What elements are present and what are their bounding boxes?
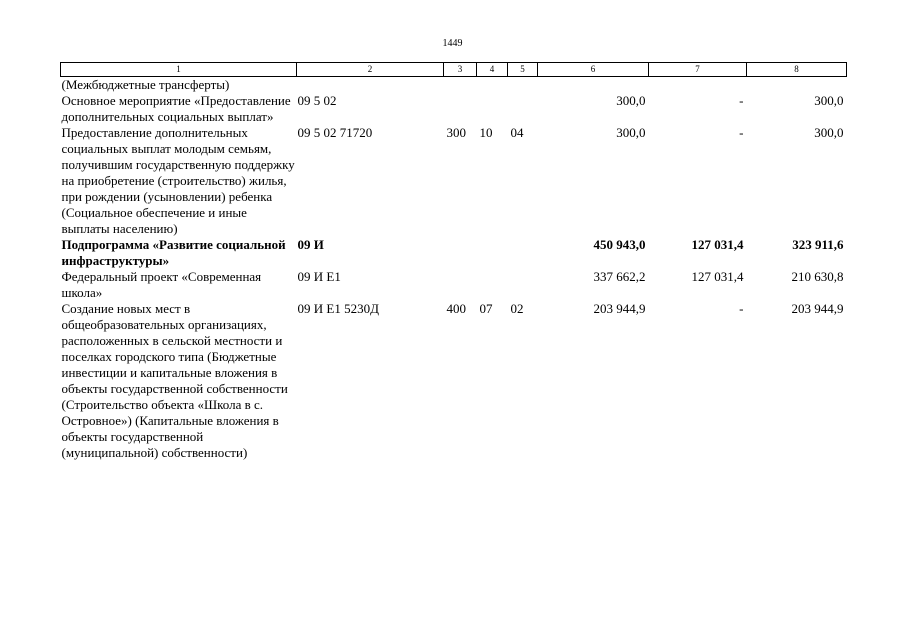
row-code: 09 И	[297, 237, 324, 252]
row-col-8: 300,0	[814, 93, 844, 108]
table-row	[61, 269, 847, 301]
header-col-4: 4	[477, 63, 508, 77]
row-col-4: 07	[479, 301, 493, 316]
row-col-6: 337 662,2	[593, 269, 646, 284]
row-col-8: 323 911,6	[792, 237, 844, 252]
row-col-4	[477, 237, 508, 269]
header-row	[61, 63, 847, 77]
table-row	[61, 301, 847, 461]
row-col-6: 450 943,0	[593, 237, 646, 252]
row-col-5: 02	[510, 301, 524, 316]
row-col-3	[444, 77, 477, 94]
page-number: 1449	[442, 38, 463, 49]
header-col-7: 7	[649, 63, 747, 77]
row-col-5	[508, 237, 538, 269]
row-col-3	[444, 237, 477, 269]
row-col-4	[477, 93, 508, 125]
row-col-8: 210 630,8	[791, 269, 844, 284]
row-name: Федеральный проект «Современная школа»	[61, 269, 262, 300]
row-col-4	[477, 269, 508, 301]
row-col-5	[508, 77, 538, 94]
row-code	[297, 77, 444, 94]
row-col-3: 400	[446, 301, 466, 316]
table-header	[61, 63, 847, 77]
row-code: 09 И Е1	[297, 269, 341, 284]
row-col-4: 10	[479, 125, 493, 140]
budget-table	[60, 62, 847, 461]
row-col-4	[477, 77, 508, 94]
header-col-3: 3	[444, 63, 477, 77]
row-col-3	[444, 269, 477, 301]
table-body	[61, 77, 847, 462]
row-col-7: 127 031,4	[691, 269, 744, 284]
row-col-5	[508, 269, 538, 301]
row-name: (Межбюджетные трансферты)	[61, 77, 230, 92]
header-col-2: 2	[297, 63, 444, 77]
row-name: Создание новых мест в общеобразовательных организациях, расположенных в сельской местности и поселках городского типа (Бюджетные инвестиции и капитальные вложения в объекты государственной собственности (Строительство объекта «Школа в с. Островное») (Капитальные вложения в объекты государственной (муниципальной) собственности)	[61, 301, 288, 460]
row-col-7: 127 031,4	[691, 237, 744, 252]
row-code: 09 И Е1 5230Д	[297, 301, 379, 316]
row-col-6: 300,0	[616, 93, 646, 108]
row-name: Предоставление дополнительных социальных выплат молодым семьям, получившим государственную поддержку на приобретение (строительство) жилья, при рождении (усыновлении) ребенка (Социальное обеспечение и иные выплаты населению)	[61, 125, 295, 236]
row-col-6: 203 944,9	[593, 301, 646, 316]
table-row	[61, 237, 847, 269]
row-col-3: 300	[446, 125, 466, 140]
row-name: Подпрограмма «Развитие социальной инфраструктуры»	[61, 237, 286, 268]
row-col-5: 04	[510, 125, 524, 140]
row-col-7: -	[739, 125, 744, 140]
row-col-6: 300,0	[616, 125, 646, 140]
table-row	[61, 125, 847, 237]
row-col-5	[508, 93, 538, 125]
row-col-3	[444, 93, 477, 125]
row-col-8: 203 944,9	[791, 301, 844, 316]
row-col-7	[649, 77, 747, 94]
row-col-8	[747, 77, 847, 94]
header-col-5: 5	[508, 63, 538, 77]
header-col-8: 8	[747, 63, 847, 77]
row-col-6	[538, 77, 649, 94]
header-col-1: 1	[61, 63, 297, 77]
row-col-8: 300,0	[814, 125, 844, 140]
row-col-7: -	[739, 301, 744, 316]
table-row	[61, 93, 847, 125]
row-code: 09 5 02 71720	[297, 125, 373, 140]
row-name: Основное мероприятие «Предоставление дополнительных социальных выплат»	[61, 93, 291, 124]
header-col-6: 6	[538, 63, 649, 77]
row-code: 09 5 02	[297, 93, 337, 108]
table-row	[61, 77, 847, 94]
row-col-7: -	[739, 93, 744, 108]
